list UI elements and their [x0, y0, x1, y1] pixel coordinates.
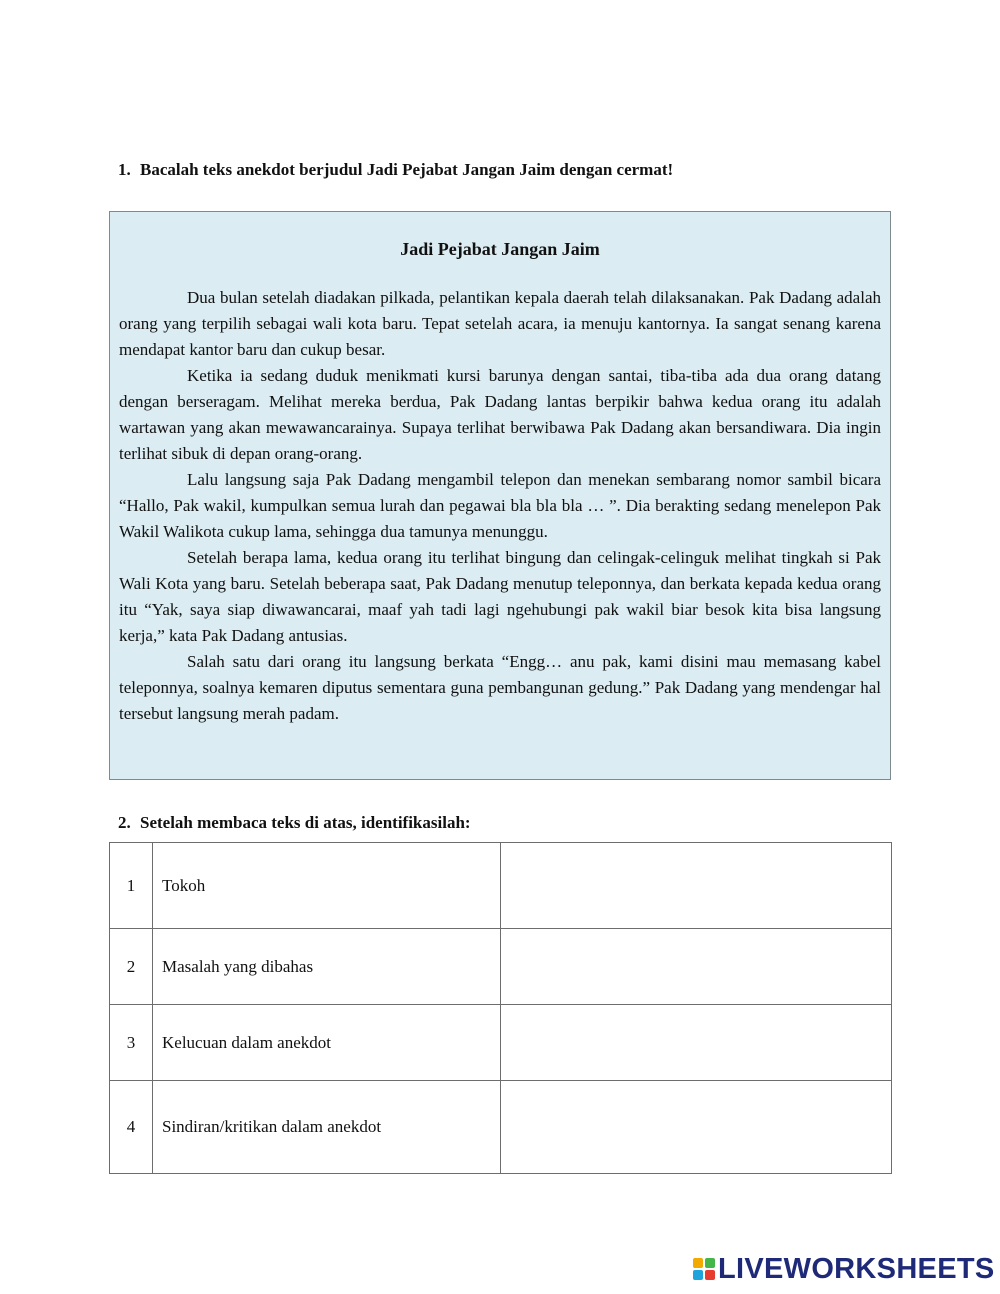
question-1-text: Bacalah teks anekdot berjudul Jadi Pejabat Jangan Jaim dengan cermat!	[140, 160, 674, 179]
question-1-number: 1.	[118, 160, 131, 179]
answer-field-kelucuan[interactable]	[501, 1005, 892, 1081]
logo-block-red	[705, 1270, 715, 1280]
logo-block-yellow	[693, 1258, 703, 1268]
answer-input-masalah[interactable]	[501, 932, 891, 1002]
question-2-text: Setelah membaca teks di atas, identifikasilah:	[140, 813, 471, 832]
table-row	[110, 1005, 892, 1081]
answer-input-sindiran[interactable]	[501, 1092, 891, 1162]
story-paragraph-5: Salah satu dari orang itu langsung berkata “Engg… anu pak, kami disini mau memasang kabel teleponnya, soalnya kemaren diputus sementara guna pembangunan gedung.” Pak Dadang yang mendengar hal tersebut langsung merah padam.	[119, 652, 881, 723]
question-2-heading	[118, 813, 471, 833]
answer-field-tokoh[interactable]	[501, 843, 892, 929]
story-title: Jadi Pejabat Jangan Jaim	[400, 239, 600, 259]
answer-field-masalah[interactable]	[501, 929, 892, 1005]
story-paragraph-1: Dua bulan setelah diadakan pilkada, pelantikan kepala daerah telah dilaksanakan. Pak Dadang adalah orang yang terpilih sebagai wali kota baru. Tepat setelah acara, ia menuju kantornya. Ia sangat senang karena mendapat kantor baru dan cukup besar.	[119, 288, 881, 359]
table-row	[110, 843, 892, 929]
story-paragraph-3: Lalu langsung saja Pak Dadang mengambil telepon dan menekan sembarang nomor sambil bicara “Hallo, Pak wakil, kumpulkan semua lurah dan pegawai bla bla bla … ”. Dia berakting sedang menelepon Pak Wakil Walikota cukup lama, sehingga dua tamunya menunggu.	[119, 470, 881, 541]
table-row	[110, 1081, 892, 1174]
logo-block-green	[705, 1258, 715, 1268]
liveworksheets-logo-blocks-icon	[693, 1258, 715, 1280]
answer-input-kelucuan[interactable]	[501, 1008, 891, 1078]
row-number: 4	[110, 1081, 153, 1174]
table-row	[110, 929, 892, 1005]
row-number: 1	[110, 843, 153, 929]
question-2-number: 2.	[118, 813, 131, 832]
logo-block-blue	[693, 1270, 703, 1280]
row-label-kelucuan: Kelucuan dalam anekdot	[153, 1005, 501, 1081]
question-1-heading	[118, 160, 673, 180]
row-number: 2	[110, 929, 153, 1005]
row-label-masalah: Masalah yang dibahas	[153, 929, 501, 1005]
story-paragraph-2: Ketika ia sedang duduk menikmati kursi barunya dengan santai, tiba-tiba ada dua orang datang dengan berseragam. Melihat mereka berdua, Pak Dadang lantas berpikir bahwa kedua orang itu adalah wartawan yang akan mewawancarainya. Supaya terlihat berwibawa Pak Dadang akan bersandiwara. Dia ingin terlihat sibuk di depan orang-orang.	[119, 366, 881, 463]
answer-field-sindiran[interactable]	[501, 1081, 892, 1174]
row-label-tokoh: Tokoh	[153, 843, 501, 929]
row-number: 3	[110, 1005, 153, 1081]
story-paragraph-4: Setelah berapa lama, kedua orang itu terlihat bingung dan celingak-celinguk melihat tingkah si Pak Wali Kota yang baru. Setelah beberapa saat, Pak Dadang menutup teleponnya, dan berkata kepada kedua orang itu “Yak, saya siap diwawancarai, maaf yah tadi lagi ngehubungi pak wakil biar besok kita bisa langsung kerja,” kata Pak Dadang antusias.	[119, 548, 881, 645]
liveworksheets-brand	[693, 1254, 995, 1284]
answer-input-tokoh[interactable]	[501, 851, 891, 921]
row-label-sindiran: Sindiran/kritikan dalam anekdot	[153, 1081, 501, 1174]
anecdote-story-box	[109, 211, 891, 780]
brand-wordmark: LIVEWORKSHEETS	[718, 1253, 995, 1285]
identification-table	[109, 842, 892, 1174]
